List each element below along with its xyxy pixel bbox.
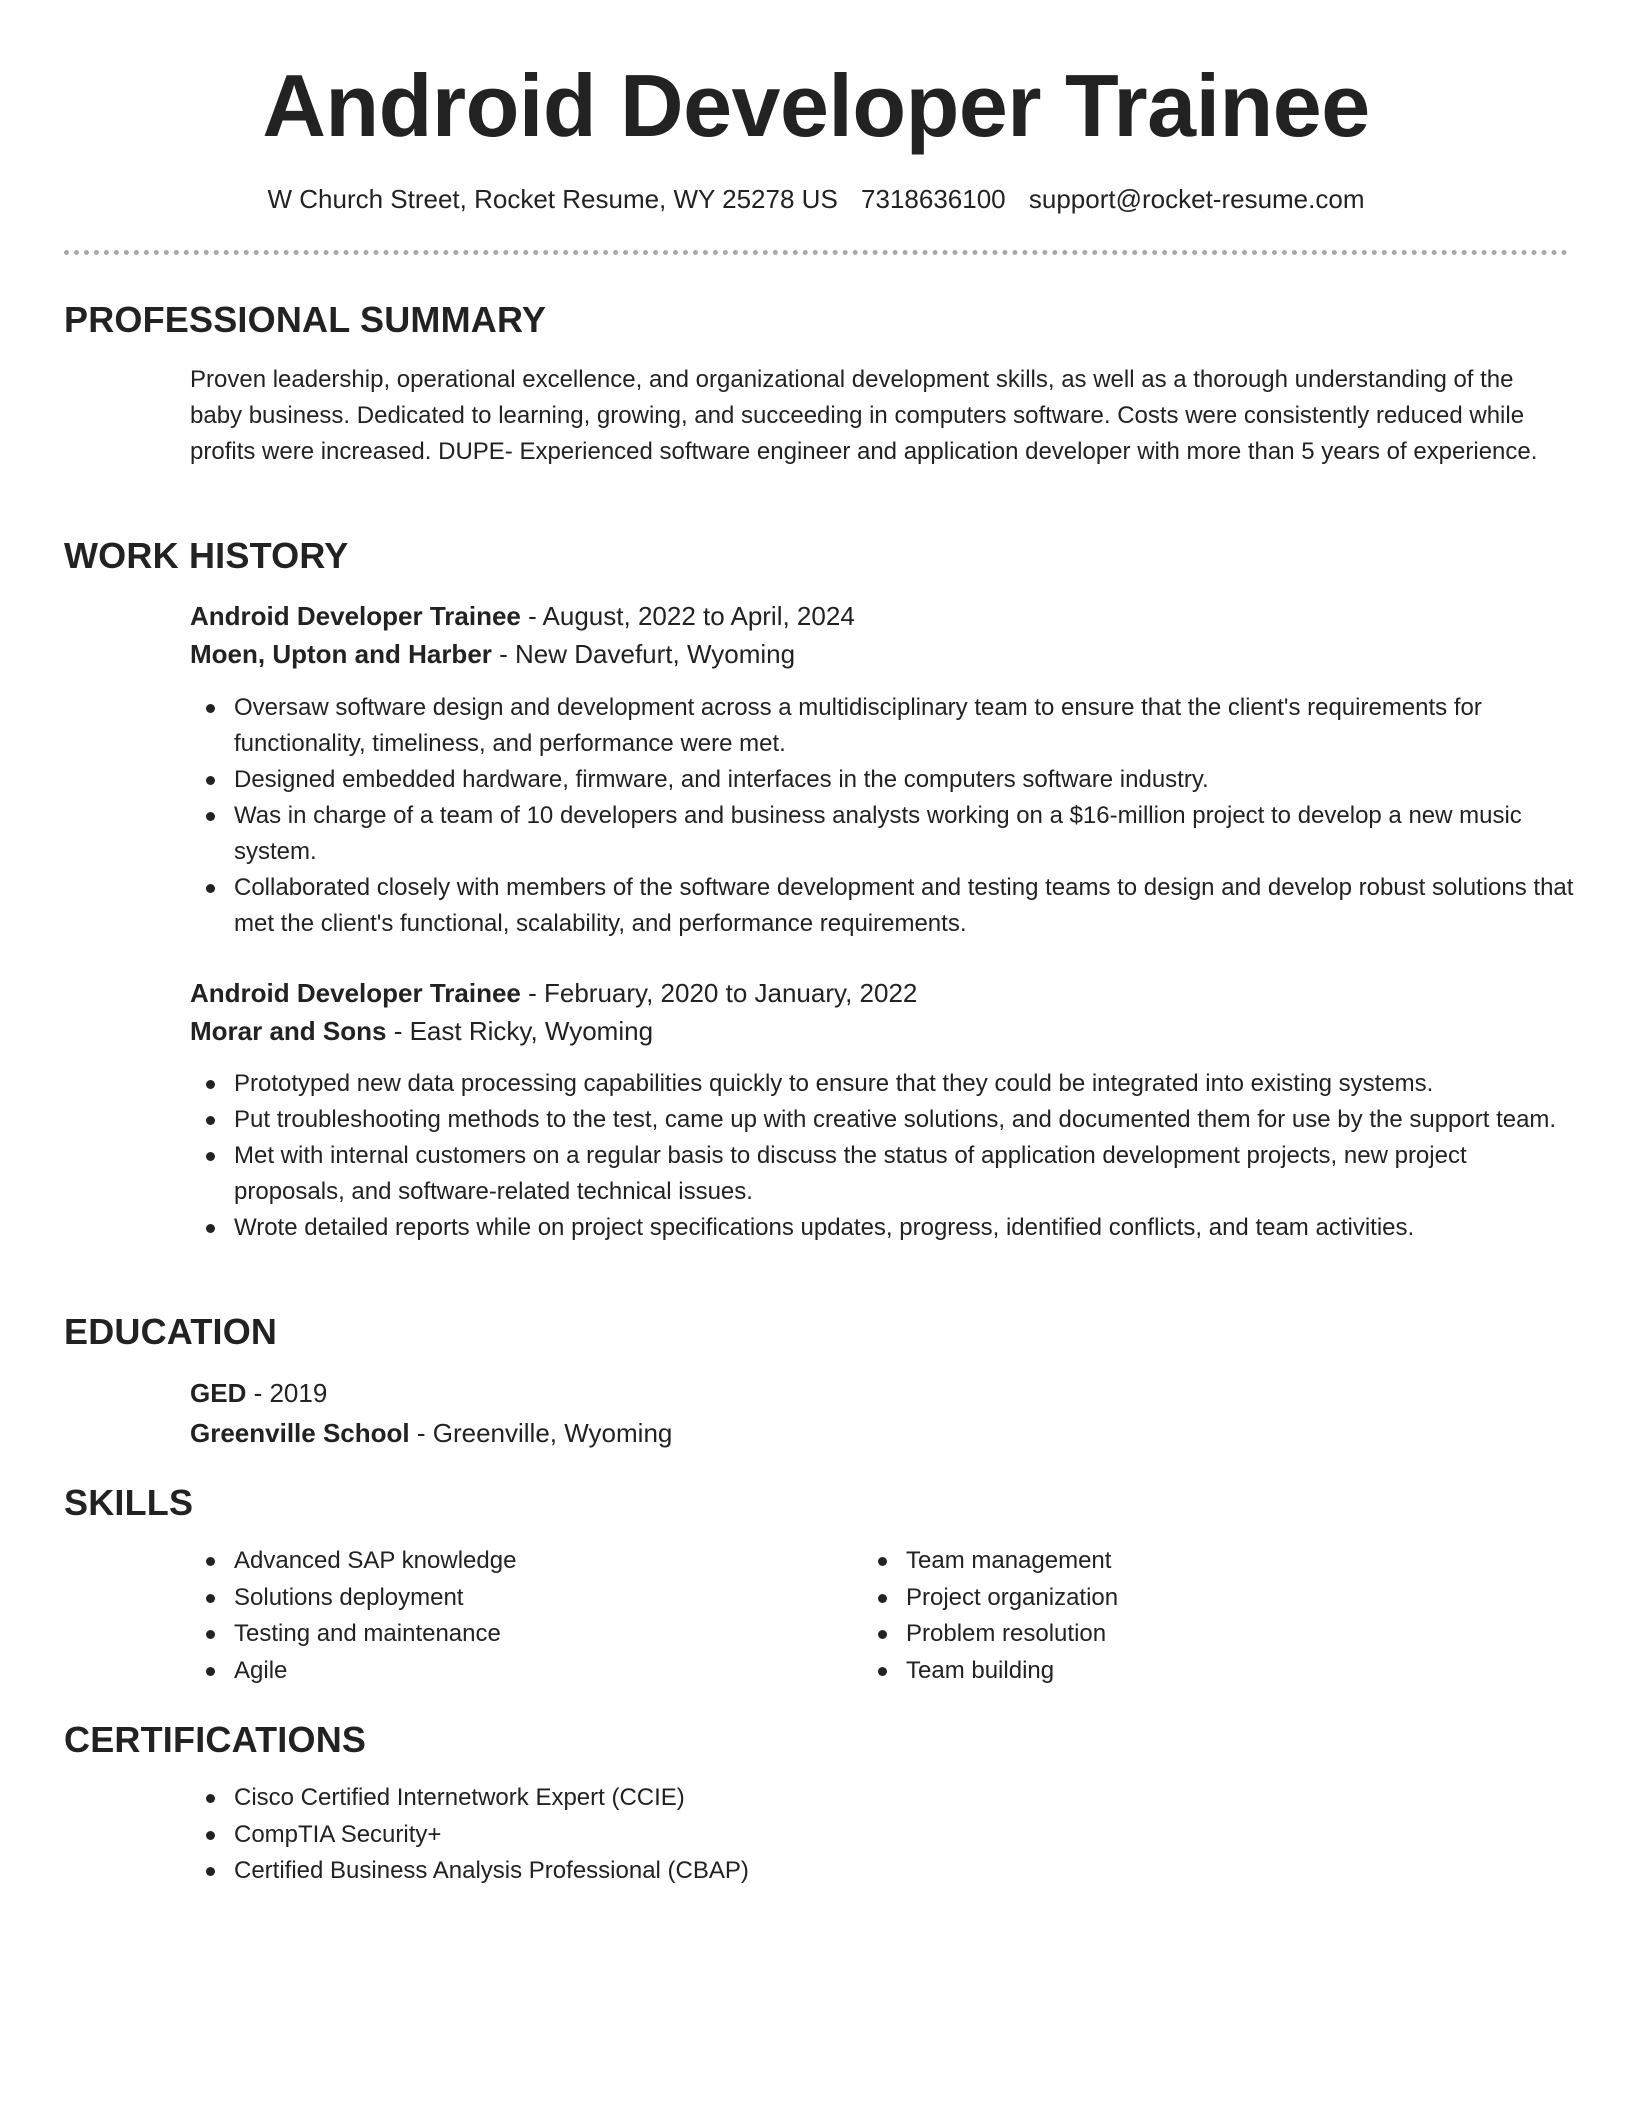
job-2-bullets (190, 1066, 1580, 1246)
job-2-title-line (190, 975, 1570, 1011)
job-1-company-line (190, 636, 1570, 672)
contact-address: W Church Street, Rocket Resume, WY 25278 US (267, 184, 838, 214)
certifications-list (190, 1780, 1390, 1890)
list-item: Put troubleshooting methods to the test, came up with creative solutions, and documented them for use by the support team. (190, 1102, 1580, 1138)
list-item: Certified Business Analysis Professional (CBAP) (190, 1853, 1390, 1890)
education-school-line (190, 1415, 1570, 1451)
education-location: - Greenville, Wyoming (409, 1418, 673, 1448)
header-divider (64, 250, 1568, 255)
job-1-location: - New Davefurt, Wyoming (491, 639, 796, 669)
skills-heading: SKILLS (64, 1482, 194, 1523)
contact-email: support@rocket-resume.com (1028, 184, 1365, 214)
list-item: Team building (862, 1653, 1512, 1690)
education-degree-line (190, 1375, 1570, 1411)
certifications-heading: CERTIFICATIONS (64, 1719, 367, 1760)
job-2-role: Android Developer Trainee (190, 978, 521, 1008)
summary-heading: PROFESSIONAL SUMMARY (64, 299, 547, 340)
job-1-role: Android Developer Trainee (190, 601, 521, 631)
contact-line (0, 182, 1632, 216)
job-1-company: Moen, Upton and Harber (190, 639, 492, 669)
work-history-heading: WORK HISTORY (64, 535, 349, 576)
job-2-location: - East Ricky, Wyoming (386, 1016, 654, 1046)
list-item: Oversaw software design and development across a multidisciplinary team to ensure that the client's requirements for functionality, timeliness, and performance were met. (190, 690, 1580, 762)
job-1-title-line (190, 598, 1570, 634)
list-item: Wrote detailed reports while on project specifications updates, progress, identified conflicts, and team activities. (190, 1210, 1580, 1246)
education-heading: EDUCATION (64, 1311, 278, 1352)
list-item: CompTIA Security+ (190, 1817, 1390, 1854)
education-degree: GED (190, 1378, 247, 1408)
list-item: Project organization (862, 1580, 1512, 1617)
job-1-bullets (190, 690, 1580, 942)
education-year: - 2019 (246, 1378, 328, 1408)
job-2-company: Morar and Sons (190, 1016, 387, 1046)
list-item: Agile (190, 1653, 840, 1690)
list-item: Designed embedded hardware, firmware, and interfaces in the computers software industry. (190, 762, 1580, 798)
job-2-dates: - February, 2020 to January, 2022 (520, 978, 918, 1008)
list-item: Prototyped new data processing capabilities quickly to ensure that they could be integrated into existing systems. (190, 1066, 1580, 1102)
job-2-company-line (190, 1013, 1570, 1049)
list-item: Problem resolution (862, 1616, 1512, 1653)
candidate-name: Android Developer Trainee (262, 56, 1370, 155)
list-item: Was in charge of a team of 10 developers and business analysts working on a $16-million project to develop a new music system. (190, 798, 1580, 870)
list-item: Solutions deployment (190, 1580, 840, 1617)
list-item: Team management (862, 1543, 1512, 1580)
contact-phone: 7318636100 (861, 184, 1006, 214)
job-1-dates: - August, 2022 to April, 2024 (520, 601, 855, 631)
skills-right-column (862, 1543, 1512, 1689)
summary-text: Proven leadership, operational excellence, and organizational development skills, as well as a thorough understanding of the baby business. Dedicated to learning, growing, and succeeding in computers software. Costs were consistently reduced while profits were increased. DUPE- Experienced software engineer and application developer with more than 5 years of experience. (190, 366, 1538, 465)
education-school: Greenville School (190, 1418, 410, 1448)
skills-left-column (190, 1543, 840, 1689)
list-item: Met with internal customers on a regular basis to discuss the status of application development projects, new project proposals, and software-related technical issues. (190, 1138, 1580, 1210)
list-item: Advanced SAP knowledge (190, 1543, 840, 1580)
list-item: Cisco Certified Internetwork Expert (CCIE) (190, 1780, 1390, 1817)
list-item: Collaborated closely with members of the software development and testing teams to design and develop robust solutions that met the client's functional, scalability, and performance requirements. (190, 870, 1580, 942)
list-item: Testing and maintenance (190, 1616, 840, 1653)
